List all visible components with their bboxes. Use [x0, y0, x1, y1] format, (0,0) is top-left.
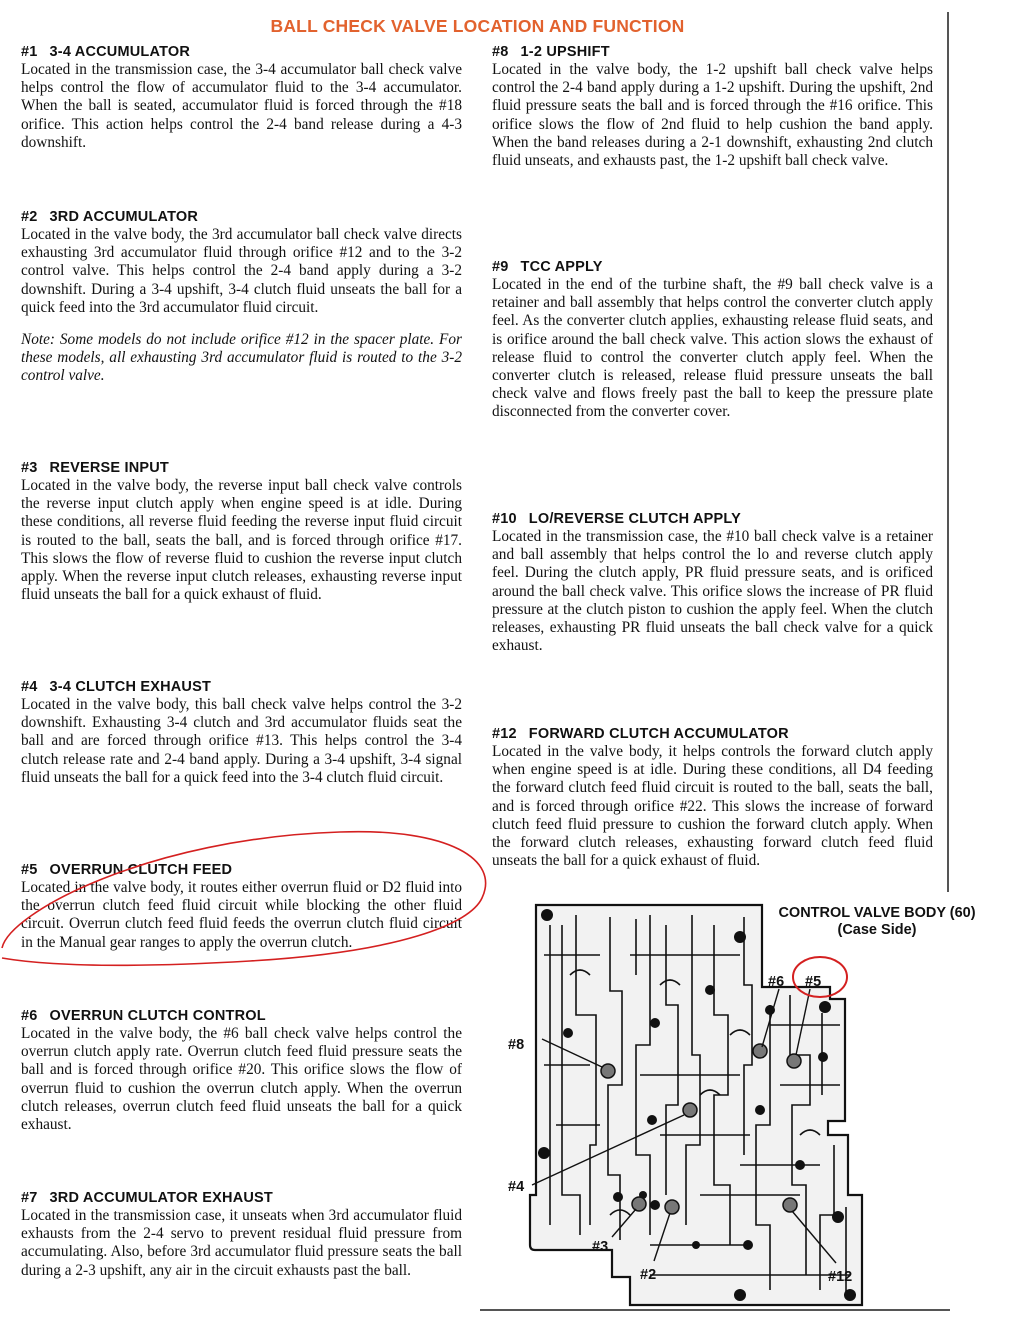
- diagram-title: CONTROL VALVE BODY (60) (Case Side): [778, 905, 976, 938]
- section-note: Note: Some models do not include orifice #12 in the spacer plate. For these models, all exhausting 3rd accumulator fluid is routed to the 3-2 control valve.: [21, 331, 462, 385]
- ball-label-4: #4: [508, 1179, 525, 1195]
- section-heading: #1 3-4 ACCUMULATOR: [21, 44, 191, 60]
- ball-label-2: #2: [640, 1267, 657, 1283]
- ball-label-12: #12: [828, 1269, 853, 1285]
- section-heading: #10 LO/REVERSE CLUTCH APPLY: [492, 511, 741, 527]
- section-6: [21, 1008, 462, 1134]
- check-ball-2: [665, 1200, 679, 1214]
- section-heading: #6 OVERRUN CLUTCH CONTROL: [21, 1008, 266, 1024]
- section-8: [492, 44, 933, 170]
- ball-label-3: #3: [592, 1239, 609, 1255]
- section-body: Located in the transmission case, it unseats when 3rd accumulator fluid exhausts from the 2-4 servo to prevent residual fluid pressure from accumulating. Also, before 3rd accumulator fluid pressure seats the ball during a 2-3 upshift, any air in the circuit exhausts past the ball.: [21, 1207, 462, 1279]
- section-body: Located in the valve body, it helps controls the forward clutch apply when engine speed is at idle. During these conditions, all D4 feeding the forward clutch feed fluid circuit is routed to the ball, seats the ball, and is forced through orifice #22. This slows the increase of forward clutch feed fluid pressure to cushion the forward clutch apply. When the forward clutch releases, exhausting forward clutch feed fluid unseats the ball for a quick exhaust of fluid.: [492, 743, 933, 870]
- section-heading: #3 REVERSE INPUT: [21, 460, 169, 476]
- page-frame-right: [947, 12, 949, 892]
- check-ball-3: [632, 1197, 646, 1211]
- check-ball-8: [601, 1064, 615, 1078]
- section-body: Located in the valve body, the reverse input ball check valve controls the reverse input clutch apply when engine speed is at idle. During these conditions, all reverse fluid feeding the reverse input fluid circuit is routed to the ball, seats the ball, and is forced through orifice #17. This slows the flow of reverse fluid to cushion the reverse input clutch apply. When the reverse input clutch releases, exhausting reverse input fluid unseats the ball for a quick exhaust of fluid.: [21, 477, 462, 604]
- section-body: Located in the valve body, it routes either overrun fluid or D2 fluid into the overrun clutch feed fluid circuit while blocking the other fluid circuit. Overrun clutch feed fluid feeds the overrun clutch fluid circuit in the Manual gear ranges to apply the overrun clutch.: [21, 879, 462, 951]
- section-heading: #12 FORWARD CLUTCH ACCUMULATOR: [492, 726, 789, 742]
- section-heading: #4 3-4 CLUTCH EXHAUST: [21, 679, 212, 695]
- section-heading: #5 OVERRUN CLUTCH FEED: [21, 862, 233, 878]
- section-9: [492, 259, 933, 422]
- ball-label-8: #8: [508, 1037, 525, 1053]
- section-body: Located in the valve body, this ball check valve helps control the 3-2 downshift. Exhausting 3-4 clutch and 3rd accumulator fluids seat the ball and are forced through orifice #13. This helps control the 3-4 clutch release rate and 2-4 band apply. During a 3-4 upshift, 3-4 signal fluid unseats the ball for a quick feed into the 3-4 clutch fluid circuit.: [21, 696, 462, 786]
- section-3: [21, 460, 462, 604]
- section-10: [492, 511, 933, 655]
- section-1: [21, 44, 462, 152]
- section-body: Located in the valve body, the 1-2 upshift ball check valve helps control the 2-4 band apply during a 1-2 upshift. During the upshift, 2nd fluid pressure seats the ball and is forced through the #16 orifice. This orifice slows the flow of 2nd fluid to help cushion the band apply. When the band releases during a 2-1 downshift, exhausting 2nd clutch fluid unseats, and exhausts past, the 1-2 upshift ball check valve.: [492, 61, 933, 170]
- section-7: [21, 1190, 462, 1280]
- section-heading: #9 TCC APPLY: [492, 259, 603, 275]
- check-ball-6: [753, 1044, 767, 1058]
- section-heading: #8 1-2 UPSHIFT: [492, 44, 610, 60]
- section-body: Located in the valve body, the #6 ball check valve helps control the overrun clutch apply rate. Overrun clutch feed fluid pressure seats the ball and is forced through orifice #20. This orifice slows the flow of overrun fluid to cushion the overrun clutch apply. When the overrun clutch releases, overrun clutch feed fluid unseats the ball for a quick exhaust.: [21, 1025, 462, 1134]
- highlight-ellipse-section-5: [0, 820, 500, 970]
- section-body: Located in the end of the turbine shaft, the #9 ball check valve is a retainer and ball assembly that helps control the converter clutch apply feel. As the converter clutch applies, exhausting release fluid seats, and is orifice around the ball check valve. This action slows the exhaust of release fluid to control the converter clutch apply feel. When the converter clutch is released, release fluid pressure unseats the ball check valve and flows freely past the ball to keep the pressure plate disconnected from the converter cover.: [492, 276, 933, 421]
- section-body: Located in the transmission case, the 3-4 accumulator ball check valve helps control the flow of accumulator fluid to the 3-4 accumulator. When the ball is seated, accumulator fluid is forced through the #18 orifice. This action helps control the 2-4 band release during a 4-3 downshift.: [21, 61, 462, 151]
- section-heading: #7 3RD ACCUMULATOR EXHAUST: [21, 1190, 273, 1206]
- check-ball-5: [787, 1054, 801, 1068]
- section-heading: #2 3RD ACCUMULATOR: [21, 209, 199, 225]
- section-body: Located in the transmission case, the #10 ball check valve is a retainer and ball assembly that helps control the lo and reverse clutch apply feel. During the clutch apply, PR fluid pressure seats, and is orificed around the ball check valve. This orifice slows the increase of PR fluid pressure at the clutch piston to cushion the apply feel. When the clutch releases, exhausting PR fluid unseats the ball check valve for a quick exhaust.: [492, 528, 933, 655]
- section-body: Located in the valve body, the 3rd accumulator ball check valve directs exhausting 3rd accumulator fluid through orifice #12 and to the 3-2 control valve. This helps control the 2-4 band apply during a 3-2 downshift. During a 3-4 upshift, 3-4 clutch fluid unseats the ball for a quick feed into the 3rd accumulator fluid circuit.: [21, 226, 462, 316]
- section-4: [21, 679, 462, 787]
- ball-label-6: #6: [768, 974, 785, 990]
- control-valve-body-diagram: [500, 895, 950, 1310]
- page-title: BALL CHECK VALVE LOCATION AND FUNCTION: [270, 16, 685, 36]
- check-ball-12: [783, 1198, 797, 1212]
- section-2: [21, 209, 462, 386]
- section-12: [492, 726, 933, 870]
- ball-label-5: #5: [805, 974, 822, 990]
- check-ball-4: [683, 1103, 697, 1117]
